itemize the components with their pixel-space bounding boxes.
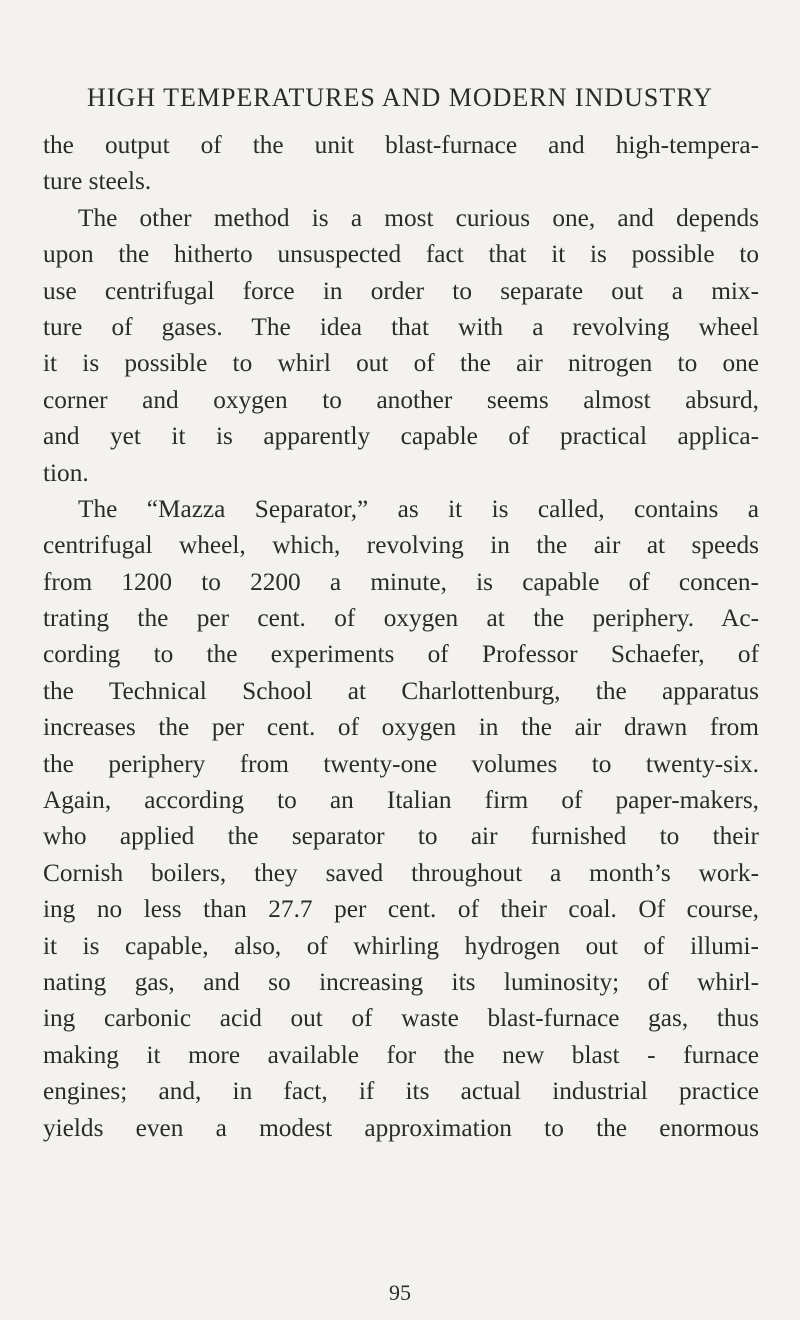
text-line: increases the per cent. of oxygen in the air drawn from: [43, 713, 759, 742]
text-line: from 1200 to 2200 a minute, is capable of concen-: [43, 567, 759, 596]
text-line: the Technical School at Charlottenburg, the apparatus: [43, 676, 759, 705]
text-line: who applied the separator to air furnished to their: [43, 822, 759, 851]
text-line: the output of the unit blast-furnace and high-tempera-: [43, 131, 759, 159]
text-line: nating gas, and so increasing its luminosity; of whirl-: [43, 967, 759, 996]
text-line: ture of gases. The idea that with a revolving wheel: [43, 312, 759, 341]
text-line: making it more available for the new blast - furnace: [43, 1040, 759, 1069]
text-line: The other method is a most curious one, and depends: [78, 203, 759, 232]
text-line: use centrifugal force in order to separate out a mix-: [43, 276, 759, 305]
text-line: upon the hitherto unsuspected fact that it is possible to: [43, 240, 759, 269]
text-line: yields even a modest approximation to the enormous: [43, 1113, 759, 1142]
text-line: ing carbonic acid out of waste blast-furnace gas, thus: [43, 1004, 759, 1033]
text-line: centrifugal wheel, which, revolving in the air at speeds: [43, 531, 759, 560]
text-line: cording to the experiments of Professor Schaefer, of: [43, 640, 759, 669]
text-line: tion.: [43, 458, 89, 487]
text-line: corner and oxygen to another seems almost absurd,: [43, 385, 759, 414]
text-line: ing no less than 27.7 per cent. of their coal. Of course,: [43, 895, 759, 924]
text-line: trating the per cent. of oxygen at the periphery. Ac-: [43, 604, 759, 633]
text-line: it is capable, also, of whirling hydrogen out of illumi-: [43, 931, 759, 960]
text-line: and yet it is apparently capable of practical applica-: [43, 422, 759, 451]
text-line: ture steels.: [43, 167, 152, 196]
body-text: [43, 127, 759, 1146]
text-line: Again, according to an Italian firm of paper-makers,: [43, 786, 759, 815]
page-number: 95: [389, 1280, 411, 1305]
text-line: it is possible to whirl out of the air nitrogen to one: [43, 349, 759, 378]
text-line: The “Mazza Separator,” as it is called, contains a: [78, 494, 759, 523]
running-head: HIGH TEMPERATURES AND MODERN INDUSTRY: [87, 83, 713, 112]
text-line: Cornish boilers, they saved throughout a month’s work-: [43, 858, 759, 887]
text-line: engines; and, in fact, if its actual industrial practice: [43, 1077, 759, 1106]
text-line: the periphery from twenty-one volumes to twenty-six.: [43, 749, 759, 778]
